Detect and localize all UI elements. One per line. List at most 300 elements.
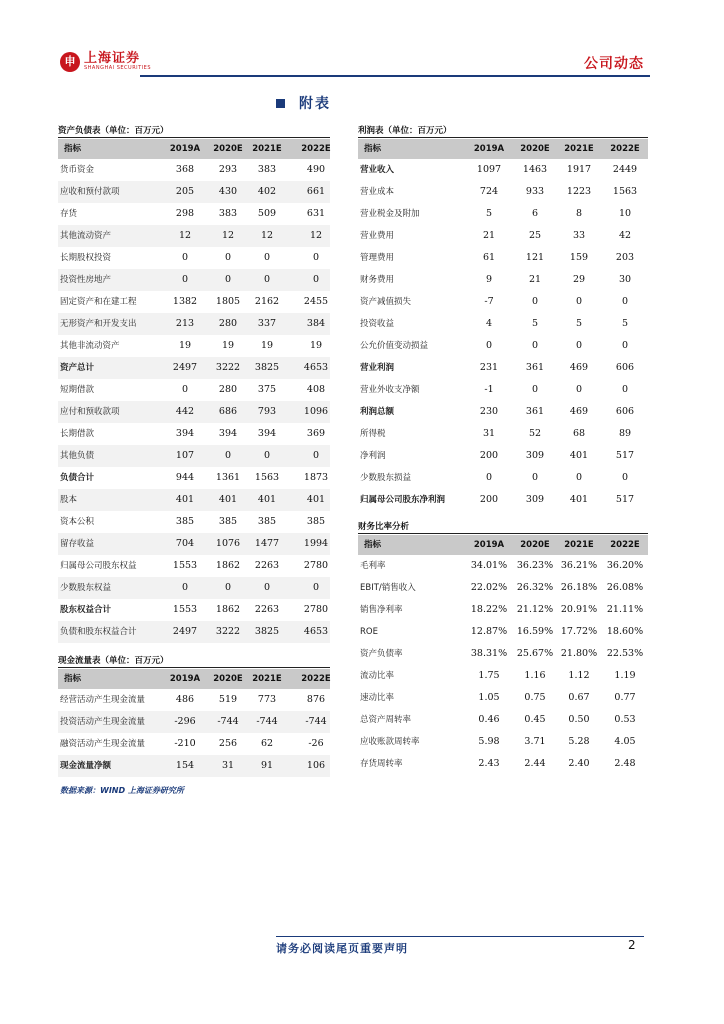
balance_sheet-cell: 509 [257, 208, 277, 219]
balance_sheet-cell: 0 [181, 252, 189, 263]
income_statement-cell: 2449 [612, 164, 638, 175]
balance_sheet-cell: 0 [181, 274, 189, 285]
income_statement-cell: 606 [615, 362, 635, 373]
cash_flow-column-header: 指标 [64, 674, 82, 684]
balance_sheet-cell: 0 [263, 274, 271, 285]
ratios-cell: 0.67 [568, 692, 590, 703]
ratios-title-rule [358, 533, 648, 534]
ratios-column-header: 2022E [610, 540, 640, 550]
balance_sheet-cell: 1096 [303, 406, 329, 417]
ratios-cell: 1.05 [478, 692, 500, 703]
income_statement-column-header: 2019A [473, 144, 505, 154]
income_statement-cell: 606 [615, 406, 635, 417]
income_statement-row [358, 467, 648, 489]
balance_sheet-cell: 490 [306, 164, 326, 175]
cash_flow-title-rule [58, 667, 330, 668]
income_statement-cell: 31 [482, 428, 496, 439]
income_statement-cell: 1917 [566, 164, 592, 175]
income_statement-row [358, 357, 648, 379]
balance_sheet-cell: 205 [175, 186, 195, 197]
income_statement-row [358, 401, 648, 423]
income_statement-cell: 9 [485, 274, 493, 285]
balance_sheet-cell: 1361 [215, 472, 241, 483]
ratios-cell: 0.53 [614, 714, 636, 725]
balance_sheet-cell: 401 [257, 494, 277, 505]
data-source-note: 数据来源：WIND 上海证券研究所 [60, 786, 184, 795]
balance_sheet-row-label: 资本公积 [60, 517, 95, 527]
balance_sheet-row [58, 335, 330, 357]
ratios-cell: 1.12 [568, 670, 590, 681]
balance_sheet-row [58, 225, 330, 247]
balance_sheet-row [58, 577, 330, 599]
balance_sheet-row [58, 555, 330, 577]
cash_flow-row [58, 689, 330, 711]
income_statement-cell: 361 [525, 406, 545, 417]
ratios-cell: 17.72% [560, 626, 598, 637]
balance_sheet-row-label: 股本 [60, 495, 78, 505]
balance_sheet-row-label: 归属母公司股东权益 [60, 561, 137, 571]
ratios-cell: 5.98 [478, 736, 500, 747]
income_statement-cell: 0 [531, 296, 539, 307]
balance_sheet-row [58, 599, 330, 621]
balance_sheet-cell: 0 [312, 274, 320, 285]
balance_sheet-cell: 1477 [254, 538, 280, 549]
ratios-cell: 4.05 [614, 736, 636, 747]
income_statement-cell: 61 [482, 252, 496, 263]
balance_sheet-cell: 1076 [215, 538, 241, 549]
ratios-column-header: 2020E [520, 540, 550, 550]
ratios-cell: 21.11% [606, 604, 644, 615]
balance_sheet-cell: 385 [257, 516, 277, 527]
balance_sheet-cell: 383 [257, 164, 277, 175]
income_statement-cell: 401 [569, 494, 589, 505]
ratios-cell: 1.75 [478, 670, 500, 681]
income_statement-row-label: 利润总额 [360, 407, 395, 417]
income_statement-row [358, 445, 648, 467]
balance_sheet-cell: 0 [181, 582, 189, 593]
cash_flow-cell: 256 [218, 738, 238, 749]
ratios-cell: 1.19 [614, 670, 636, 681]
ratios-cell: 5.28 [568, 736, 590, 747]
income_statement-cell: 5 [621, 318, 629, 329]
cash_flow-row [58, 733, 330, 755]
balance_sheet-cell: 793 [257, 406, 277, 417]
ratios-cell: 0.75 [524, 692, 546, 703]
income_statement-column-header: 2022E [610, 144, 640, 154]
logo-name-en: SHANGHAI SECURITIES [84, 65, 152, 71]
income_statement-cell: 52 [528, 428, 542, 439]
balance_sheet-cell: 1862 [215, 560, 241, 571]
cash_flow-row-label: 现金流量净额 [60, 761, 112, 771]
balance_sheet-cell: 0 [181, 384, 189, 395]
balance_sheet-cell: 280 [218, 318, 238, 329]
income_statement-row-label: 营业收入 [360, 165, 395, 175]
cash_flow-cell: 62 [260, 738, 274, 749]
balance_sheet-cell: 3222 [215, 626, 241, 637]
balance_sheet-cell: 2497 [172, 626, 198, 637]
income_statement-cell: 0 [575, 296, 583, 307]
cash_flow-column-header: 2019A [169, 674, 201, 684]
ratios-cell: 38.31% [470, 648, 508, 659]
balance_sheet-column-header: 2022E [301, 144, 331, 154]
ratios-cell: 12.87% [470, 626, 508, 637]
balance_sheet-cell: 2263 [254, 604, 280, 615]
balance_sheet-cell: 394 [175, 428, 195, 439]
income_statement-cell: 0 [621, 340, 629, 351]
ratios-cell: 2.48 [614, 758, 636, 769]
income_statement-cell: 33 [572, 230, 586, 241]
balance_sheet-cell: 368 [175, 164, 195, 175]
income_statement-title: 利润表（单位：百万元） [358, 126, 452, 136]
ratios-cell: 18.60% [606, 626, 644, 637]
balance_sheet-cell: 0 [263, 582, 271, 593]
ratios-row-label: 存货周转率 [360, 759, 403, 769]
balance_sheet-row-label: 其他流动资产 [60, 231, 112, 241]
income_statement-cell: 42 [618, 230, 632, 241]
balance_sheet-cell: 0 [312, 450, 320, 461]
ratios-cell: 26.08% [606, 582, 644, 593]
balance_sheet-cell: 401 [306, 494, 326, 505]
balance_sheet-cell: 1382 [172, 296, 198, 307]
balance_sheet-cell: 1862 [215, 604, 241, 615]
balance_sheet-cell: 3825 [254, 626, 280, 637]
income_statement-cell: 5 [485, 208, 493, 219]
income_statement-cell: 517 [615, 450, 635, 461]
ratios-row [358, 709, 648, 731]
cash_flow-cell: -744 [256, 716, 278, 727]
ratios-row-label: 速动比率 [360, 693, 395, 703]
ratios-column-header: 2021E [564, 540, 594, 550]
balance_sheet-title: 资产负债表（单位：百万元） [58, 126, 169, 136]
income_statement-cell: 5 [531, 318, 539, 329]
balance_sheet-row [58, 445, 330, 467]
income_statement-row [358, 335, 648, 357]
balance_sheet-cell: 107 [175, 450, 195, 461]
income_statement-cell: -1 [484, 384, 494, 395]
cash_flow-cell: -744 [217, 716, 239, 727]
income_statement-cell: 10 [618, 208, 632, 219]
income_statement-row [358, 159, 648, 181]
balance_sheet-row-label: 留存收益 [60, 539, 95, 549]
balance_sheet-cell: 0 [224, 274, 232, 285]
income_statement-cell: 4 [485, 318, 493, 329]
income_statement-cell: 361 [525, 362, 545, 373]
balance_sheet-cell: 369 [306, 428, 326, 439]
logo-name: 上海证券 [84, 51, 141, 66]
income_statement-row-label: 营业外收支净额 [360, 385, 420, 395]
balance_sheet-cell: 661 [306, 186, 326, 197]
balance_sheet-cell: 0 [224, 252, 232, 263]
income_statement-row [358, 247, 648, 269]
balance_sheet-cell: 430 [218, 186, 238, 197]
balance_sheet-cell: 2455 [303, 296, 329, 307]
ratios-column-header: 2019A [473, 540, 505, 550]
balance_sheet-cell: 2497 [172, 362, 198, 373]
income_statement-cell: 0 [621, 296, 629, 307]
income_statement-row [358, 423, 648, 445]
balance_sheet-cell: 1994 [303, 538, 329, 549]
ratios-cell: 20.91% [560, 604, 598, 615]
balance_sheet-column-header: 2021E [252, 144, 282, 154]
income_statement-cell: 309 [525, 450, 545, 461]
balance_sheet-row-label: 长期股权投资 [60, 253, 112, 263]
cash_flow-title: 现金流量表（单位：百万元） [58, 656, 169, 666]
cash_flow-cell: -26 [308, 738, 324, 749]
ratios-title: 财务比率分析 [358, 522, 410, 532]
ratios-cell: 21.12% [516, 604, 554, 615]
income_statement-cell: 0 [575, 384, 583, 395]
ratios-cell: 34.01% [470, 560, 508, 571]
cash_flow-cell: -210 [174, 738, 196, 749]
income_statement-cell: 469 [569, 362, 589, 373]
ratios-cell: 1.16 [524, 670, 546, 681]
income_statement-cell: 0 [531, 472, 539, 483]
balance_sheet-title-rule [58, 137, 330, 138]
balance_sheet-cell: 394 [218, 428, 238, 439]
balance_sheet-row-label: 其他负债 [60, 451, 95, 461]
income_statement-row [358, 203, 648, 225]
balance_sheet-cell: 3825 [254, 362, 280, 373]
balance_sheet-cell: 19 [221, 340, 235, 351]
cash_flow-row-label: 投资活动产生现金流量 [60, 717, 146, 727]
income_statement-cell: 29 [572, 274, 586, 285]
ratios-row [358, 577, 648, 599]
ratios-cell: 2.44 [524, 758, 546, 769]
balance_sheet-cell: 280 [218, 384, 238, 395]
income_statement-column-header: 指标 [364, 144, 382, 154]
balance_sheet-row-label: 负债合计 [60, 473, 95, 483]
balance_sheet-row-label: 应付和预收款项 [60, 407, 120, 417]
balance_sheet-cell: 385 [306, 516, 326, 527]
balance_sheet-cell: 4653 [303, 362, 329, 373]
balance_sheet-row [58, 489, 330, 511]
balance_sheet-row [58, 423, 330, 445]
income_statement-cell: 200 [479, 450, 499, 461]
income_statement-cell: 0 [485, 340, 493, 351]
balance_sheet-row [58, 159, 330, 181]
ratios-row-label: 销售净利率 [360, 605, 403, 615]
ratios-cell: 0.45 [524, 714, 546, 725]
income_statement-cell: 30 [618, 274, 632, 285]
balance_sheet-cell: 2162 [254, 296, 280, 307]
balance_sheet-cell: 401 [218, 494, 238, 505]
balance_sheet-cell: 704 [175, 538, 195, 549]
income_statement-cell: 25 [528, 230, 542, 241]
balance_sheet-cell: 1805 [215, 296, 241, 307]
ratios-cell: 26.18% [560, 582, 598, 593]
cash_flow-column-header: 2020E [213, 674, 243, 684]
ratios-row [358, 555, 648, 577]
ratios-row-label: 资产负债率 [360, 649, 403, 659]
logo-icon: 申 [60, 52, 80, 72]
balance_sheet-row [58, 313, 330, 335]
ratios-cell: 25.67% [516, 648, 554, 659]
ratios-row-label: ROE [360, 627, 378, 637]
income_statement-cell: 1563 [612, 186, 638, 197]
income_statement-cell: 203 [615, 252, 635, 263]
balance_sheet-row [58, 511, 330, 533]
page-number: 2 [628, 938, 636, 952]
cash_flow-column-header: 2021E [252, 674, 282, 684]
ratios-row-label: 毛利率 [360, 561, 386, 571]
balance_sheet-row-label: 投资性房地产 [60, 275, 112, 285]
income_statement-cell: 0 [621, 384, 629, 395]
ratios-column-header: 指标 [364, 540, 382, 550]
ratios-cell: 3.71 [524, 736, 546, 747]
appendix-title: 附表 [299, 96, 331, 112]
income_statement-cell: 0 [621, 472, 629, 483]
income_statement-cell: 230 [479, 406, 499, 417]
income_statement-cell: 469 [569, 406, 589, 417]
balance_sheet-row [58, 379, 330, 401]
ratios-cell: 0.77 [614, 692, 636, 703]
ratios-cell: 36.21% [560, 560, 598, 571]
ratios-cell: 0.46 [478, 714, 500, 725]
income_statement-cell: 89 [618, 428, 632, 439]
balance_sheet-row-label: 负债和股东权益合计 [60, 627, 137, 637]
ratios-row-label: 应收账款周转率 [360, 737, 420, 747]
ratios-header-row [358, 535, 648, 555]
ratios-row [358, 665, 648, 687]
balance_sheet-cell: 4653 [303, 626, 329, 637]
company-logo [60, 52, 151, 72]
income_statement-cell: 5 [575, 318, 583, 329]
income_statement-cell: 309 [525, 494, 545, 505]
balance_sheet-cell: 19 [178, 340, 192, 351]
income_statement-column-header: 2020E [520, 144, 550, 154]
disclaimer-notice: 请务必阅读尾页重要声明 [276, 942, 408, 955]
balance_sheet-row [58, 533, 330, 555]
income_statement-cell: 0 [531, 384, 539, 395]
cash_flow-cell: -296 [174, 716, 196, 727]
income_statement-row [358, 225, 648, 247]
income_statement-cell: 231 [479, 362, 499, 373]
balance_sheet-cell: 944 [175, 472, 195, 483]
balance_sheet-cell: 12 [309, 230, 323, 241]
ratios-cell: 36.20% [606, 560, 644, 571]
balance_sheet-row [58, 621, 330, 643]
balance_sheet-cell: 0 [312, 252, 320, 263]
cash_flow-cell: -744 [305, 716, 327, 727]
income_statement-cell: 401 [569, 450, 589, 461]
balance_sheet-cell: 686 [218, 406, 238, 417]
balance_sheet-cell: 1553 [172, 604, 198, 615]
balance_sheet-cell: 293 [218, 164, 238, 175]
balance_sheet-cell: 1553 [172, 560, 198, 571]
income_statement-title-rule [358, 137, 648, 138]
income_statement-cell: 159 [569, 252, 589, 263]
cash_flow-row [58, 755, 330, 777]
income_statement-row-label: 归属母公司股东净利润 [360, 495, 446, 505]
report-type-title: 公司动态 [584, 56, 644, 72]
cash_flow-cell: 519 [218, 694, 238, 705]
income_statement-cell: 517 [615, 494, 635, 505]
balance_sheet-cell: 19 [309, 340, 323, 351]
balance_sheet-header-row [58, 139, 330, 159]
income_statement-cell: 0 [531, 340, 539, 351]
ratios-row [358, 621, 648, 643]
income_statement-cell: 0 [575, 472, 583, 483]
income_statement-cell: 121 [525, 252, 545, 263]
balance_sheet-row-label: 短期借款 [60, 385, 95, 395]
cash_flow-row-label: 经营活动产生现金流量 [60, 695, 146, 705]
income_statement-cell: 724 [479, 186, 499, 197]
appendix-heading [276, 93, 331, 113]
ratios-row [358, 753, 648, 775]
income_statement-row [358, 379, 648, 401]
income_statement-row-label: 少数股东损益 [360, 473, 412, 483]
cash_flow-cell: 91 [260, 760, 274, 771]
income_statement-row-label: 营业费用 [360, 231, 395, 241]
balance_sheet-cell: 1563 [254, 472, 280, 483]
balance_sheet-column-header: 指标 [64, 144, 82, 154]
ratios-row-label: 流动比率 [360, 671, 395, 681]
balance_sheet-row-label: 长期借款 [60, 429, 95, 439]
ratios-cell: 22.02% [470, 582, 508, 593]
income_statement-cell: 0 [575, 340, 583, 351]
ratios-cell: 18.22% [470, 604, 508, 615]
income_statement-row-label: 营业税金及附加 [360, 209, 420, 219]
ratios-cell: 22.53% [606, 648, 644, 659]
income_statement-cell: 200 [479, 494, 499, 505]
balance_sheet-row-label: 无形资产和开发支出 [60, 319, 137, 329]
balance_sheet-cell: 375 [257, 384, 277, 395]
ratios-row [358, 599, 648, 621]
balance_sheet-cell: 394 [257, 428, 277, 439]
ratios-row-label: 总资产周转率 [360, 715, 412, 725]
balance_sheet-row-label: 固定资产和在建工程 [60, 297, 137, 307]
ratios-cell: 2.40 [568, 758, 590, 769]
income_statement-row [358, 489, 648, 511]
balance_sheet-cell: 1873 [303, 472, 329, 483]
balance_sheet-cell: 2780 [303, 560, 329, 571]
balance_sheet-cell: 12 [260, 230, 274, 241]
ratios-row-label: EBIT/销售收入 [360, 583, 416, 593]
balance_sheet-cell: 2263 [254, 560, 280, 571]
balance_sheet-cell: 383 [218, 208, 238, 219]
balance_sheet-cell: 0 [312, 582, 320, 593]
income_statement-cell: 933 [525, 186, 545, 197]
balance_sheet-row-label: 少数股东权益 [60, 583, 112, 593]
balance_sheet-cell: 401 [175, 494, 195, 505]
income_statement-row [358, 181, 648, 203]
income_statement-row-label: 投资收益 [360, 319, 395, 329]
income_statement-row-label: 公允价值变动损益 [360, 341, 429, 351]
balance_sheet-cell: 19 [260, 340, 274, 351]
balance_sheet-row [58, 467, 330, 489]
balance_sheet-cell: 442 [175, 406, 195, 417]
balance_sheet-cell: 298 [175, 208, 195, 219]
balance_sheet-row [58, 401, 330, 423]
income_statement-cell: 0 [485, 472, 493, 483]
ratios-cell: 26.32% [516, 582, 554, 593]
income_statement-row-label: 管理费用 [360, 253, 395, 263]
income_statement-row-label: 营业利润 [360, 363, 395, 373]
balance_sheet-cell: 631 [306, 208, 326, 219]
balance_sheet-cell: 3222 [215, 362, 241, 373]
income_statement-row-label: 净利润 [360, 451, 386, 461]
ratios-cell: 21.80% [560, 648, 598, 659]
balance_sheet-cell: 12 [178, 230, 192, 241]
balance_sheet-cell: 408 [306, 384, 326, 395]
income_statement-cell: 1463 [522, 164, 548, 175]
balance_sheet-row [58, 247, 330, 269]
income_statement-row-label: 资产减值损失 [360, 297, 412, 307]
cash_flow-cell: 154 [175, 760, 195, 771]
balance_sheet-cell: 385 [218, 516, 238, 527]
ratios-cell: 2.43 [478, 758, 500, 769]
income_statement-cell: -7 [484, 296, 494, 307]
